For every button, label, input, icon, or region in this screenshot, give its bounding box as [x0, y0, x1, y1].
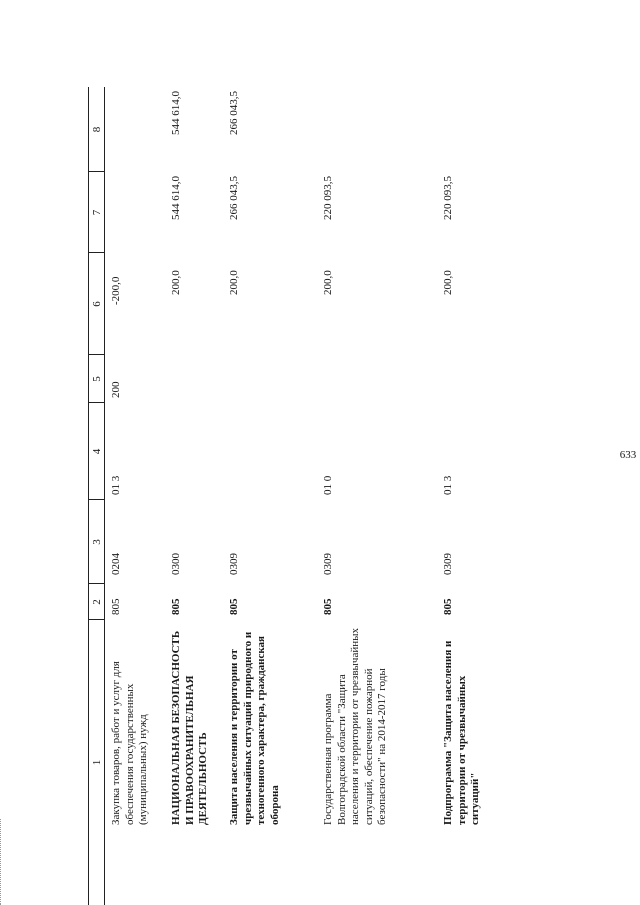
row-name: Государственная программа Волгоградской области "Защита населения и территории от чрезвычайных ситуаций, обеспечение пожарной безопасности" на 2014-2017 годы: [322, 628, 388, 825]
col-header-5: 5: [91, 376, 103, 382]
cell-col-6: -200,0: [110, 276, 122, 305]
cell-col-2: 805: [322, 598, 334, 615]
cell-col-6: 200,0: [322, 270, 334, 295]
col-header-3: 3: [91, 539, 103, 545]
cell-col-4: 01 0: [322, 475, 334, 495]
page-number: 633: [619, 448, 637, 461]
cell-col-4: 01 3: [110, 475, 122, 495]
col-header-7: 7: [91, 209, 103, 216]
cell-col-7: 544 614,0: [170, 176, 182, 220]
cell-col-3: 0309: [228, 553, 240, 575]
cell-col-2: 805: [442, 598, 454, 615]
col-header-2: 2: [91, 599, 103, 605]
col-header-4: 4: [91, 448, 103, 455]
table-header-bottom-border: [104, 87, 105, 905]
col-header-6: 6: [91, 301, 103, 307]
cell-col-2: 805: [110, 598, 122, 615]
cell-col-3: 0204: [110, 553, 122, 575]
cell-col-7: 266 043,5: [228, 176, 240, 220]
row-name: Закупка товаров, работ и услуг для обеспечения государственных (муниципальных) нужд: [110, 661, 149, 825]
row-name: Подпрограмма "Защита населения и территории от чрезвычайных ситуаций": [442, 640, 481, 825]
cell-col-3: 0300: [170, 553, 182, 575]
cell-col-3: 0309: [322, 553, 334, 575]
top-dotted-line: [0, 819, 2, 905]
cell-col-3: 0309: [442, 553, 454, 575]
cell-col-7: 220 093,5: [322, 176, 334, 220]
cell-col-8: 266 043,5: [228, 91, 240, 135]
cell-col-7: 220 093,5: [442, 176, 454, 220]
cell-col-2: 805: [170, 598, 182, 615]
cell-col-4: 01 3: [442, 475, 454, 495]
row-name: НАЦИОНАЛЬНАЯ БЕЗОПАСНОСТЬ И ПРАВООХРАНИТЕЛЬНАЯ ДЕЯТЕЛЬНОСТЬ: [170, 630, 209, 825]
cell-col-2: 805: [228, 598, 240, 615]
col-header-1: 1: [91, 759, 103, 766]
cell-col-6: 200,0: [442, 270, 454, 295]
row-name: Защита населения и территории от чрезвычайных ситуаций природного и техногенного характера, гражданская оборона: [228, 631, 281, 825]
cell-col-6: 200,0: [170, 270, 182, 295]
cell-col-8: 544 614,0: [170, 91, 182, 135]
table-top-border: [88, 87, 89, 905]
col-header-8: 8: [91, 126, 103, 133]
cell-col-6: 200,0: [228, 270, 240, 295]
cell-col-5: 200: [110, 381, 122, 398]
